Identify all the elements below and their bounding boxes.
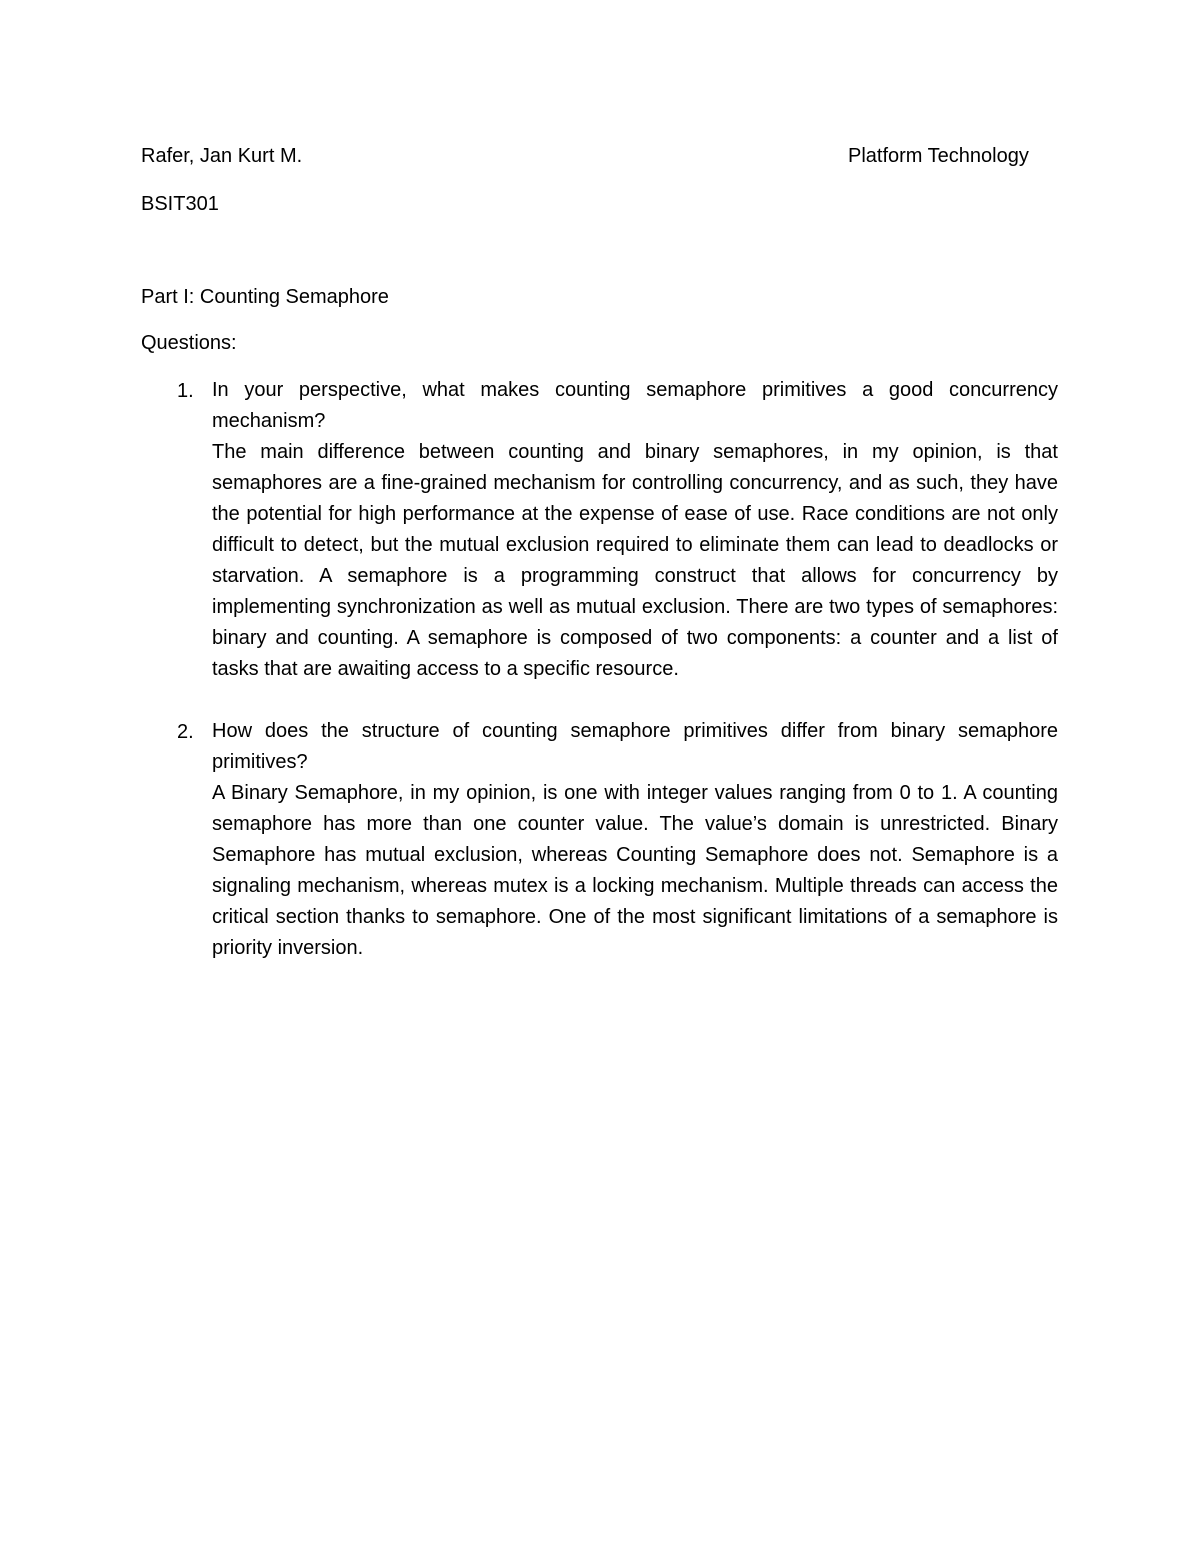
question-text: In your perspective, what makes counting semaphore primitives a good concurrency mechanism? (212, 379, 1058, 432)
questions-label: Questions: (141, 332, 237, 354)
answer-text: A Binary Semaphore, in my opinion, is one with integer values ranging from 0 to 1. A counting semaphore has more than one counter value. The value’s domain is unrestricted. Binary Semaphore has mutual exclusion, whereas Counting Semaphore does not. Semaphore is a signaling mechanism, whereas mutex is a locking mechanism. Multiple threads can access the critical section thanks to semaphore. One of the most significant limitations of a semaphore is priority inversion. (212, 782, 1058, 959)
question-item (212, 375, 1058, 685)
author-name: Rafer, Jan Kurt M. (141, 145, 303, 167)
question-text: How does the structure of counting semaphore primitives differ from binary semaphore primitives? (212, 720, 1058, 773)
answer-text: The main difference between counting and binary semaphores, in my opinion, is that semaphores are a fine-grained mechanism for controlling concurrency, and as such, they have the potential for high performance at the expense of ease of use. Race conditions are not only difficult to detect, but the mutual exclusion required to eliminate them can lead to deadlocks or starvation. A semaphore is a programming construct that allows for concurrency by implementing synchronization as well as mutual exclusion. There are two types of semaphores: binary and counting. A semaphore is composed of two components: a counter and a list of tasks that are awaiting access to a specific resource. (212, 441, 1058, 680)
question-item (212, 716, 1058, 964)
question-number: 2. (177, 721, 194, 743)
part-title: Part I: Counting Semaphore (141, 286, 389, 308)
question-number: 1. (177, 380, 194, 402)
section-code: BSIT301 (141, 193, 219, 215)
course-title: Platform Technology (848, 145, 1029, 167)
